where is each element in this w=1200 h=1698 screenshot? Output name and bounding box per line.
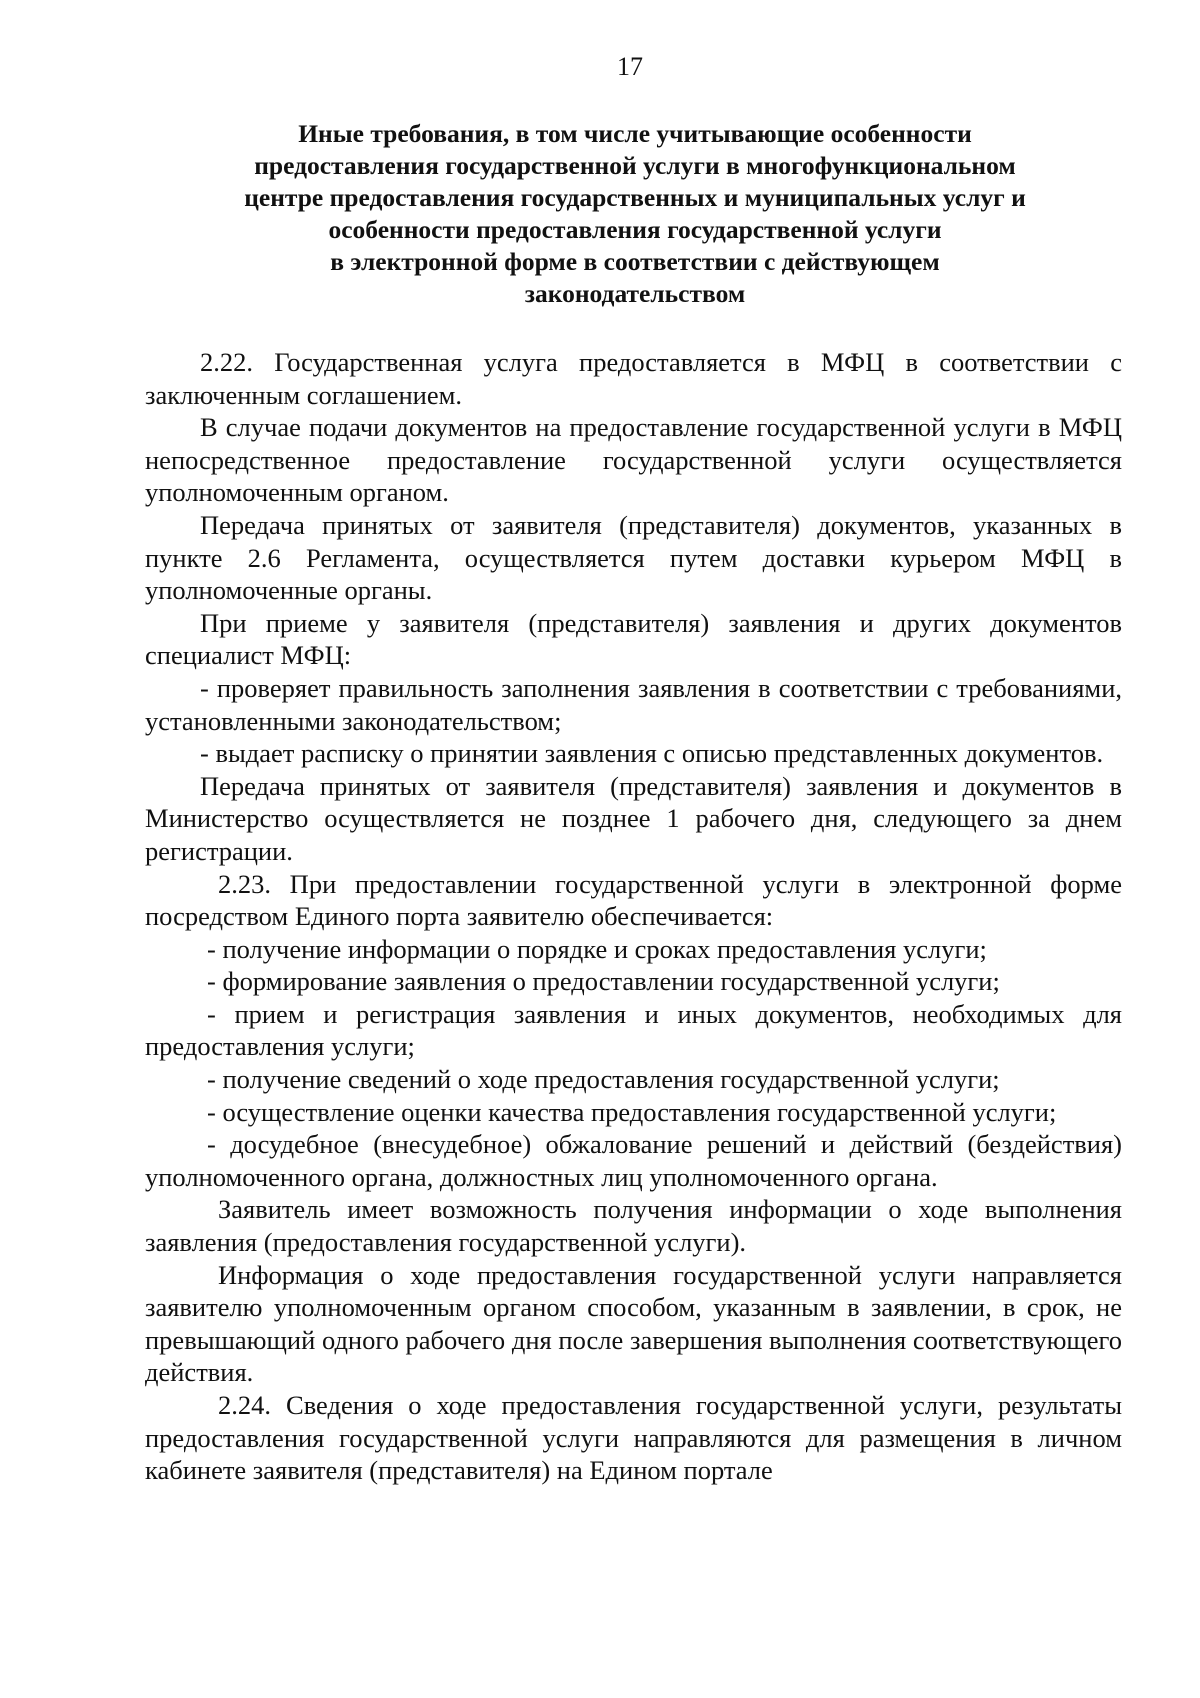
- list-item: - прием и регистрация заявления и иных документов, необходимых для предоставления услуги;: [145, 998, 1122, 1062]
- list-item: - получение информации о порядке и сроках предоставления услуги;: [207, 933, 987, 964]
- paragraph: Заявитель имеет возможность получения информации о ходе выполнения заявления (предоставления государственной услуги).: [145, 1194, 1122, 1258]
- paragraph-2-23: 2.23. При предоставлении государственной услуги в электронной форме посредством Единого порта заявителю обеспечивается:: [145, 868, 1122, 932]
- title-line: в электронной форме в соответствии с действующем: [330, 247, 940, 276]
- title-line: Иные требования, в том числе учитывающие особенности: [298, 119, 972, 148]
- paragraph: Информация о ходе предоставления государственной услуги направляется заявителю уполномоченным органом способом, указанным в заявлении, в срок, не превышающий одного рабочего дня после завершения выполнения соответствующего действия.: [145, 1259, 1122, 1388]
- paragraph: При приеме у заявителя (представителя) заявления и других документов специалист МФЦ:: [145, 607, 1122, 671]
- title-line: предоставления государственной услуги в многофункциональном: [254, 151, 1016, 180]
- page-number: 17: [617, 52, 643, 81]
- paragraph: Передача принятых от заявителя (представителя) документов, указанных в пункте 2.6 Регламента, осуществляется путем доставки курьером МФЦ в уполномоченные органы.: [145, 509, 1122, 606]
- paragraph: Передача принятых от заявителя (представителя) заявления и документов в Министерство осуществляется не позднее 1 рабочего дня, следующего за днем регистрации.: [145, 770, 1122, 866]
- paragraph-2-24: 2.24. Сведения о ходе предоставления государственной услуги, результаты предоставления государственной услуги направляются для размещения в личном кабинете заявителя (представителя) на Едином портале: [145, 1390, 1122, 1486]
- document-body: [145, 346, 1122, 1487]
- section-title: [140, 118, 1130, 310]
- title-line: центре предоставления государственных и муниципальных услуг и: [244, 183, 1026, 212]
- list-item: - выдает расписку о принятии заявления с описью представленных документов.: [200, 738, 1104, 769]
- list-item: - осуществление оценки качества предоставления государственной услуги;: [207, 1096, 1057, 1127]
- title-line: особенности предоставления государственной услуги: [328, 215, 942, 244]
- list-item: - получение сведений о ходе предоставления государственной услуги;: [207, 1064, 1000, 1095]
- list-item: - формирование заявления о предоставлении государственной услуги;: [207, 966, 1000, 997]
- paragraph: В случае подачи документов на предоставление государственной услуги в МФЦ непосредственное предоставление государственной услуги осуществляется уполномоченным органом.: [145, 412, 1122, 508]
- paragraph-2-22: 2.22. Государственная услуга предоставляется в МФЦ в соответствии с заключенным соглашением.: [145, 347, 1122, 410]
- list-item: - проверяет правильность заполнения заявления в соответствии с требованиями, установленными законодательством;: [145, 672, 1122, 736]
- title-line: законодательством: [524, 279, 746, 308]
- list-item: - досудебное (внесудебное) обжалование решений и действий (бездействия) уполномоченного органа, должностных лиц уполномоченного органа.: [145, 1129, 1122, 1192]
